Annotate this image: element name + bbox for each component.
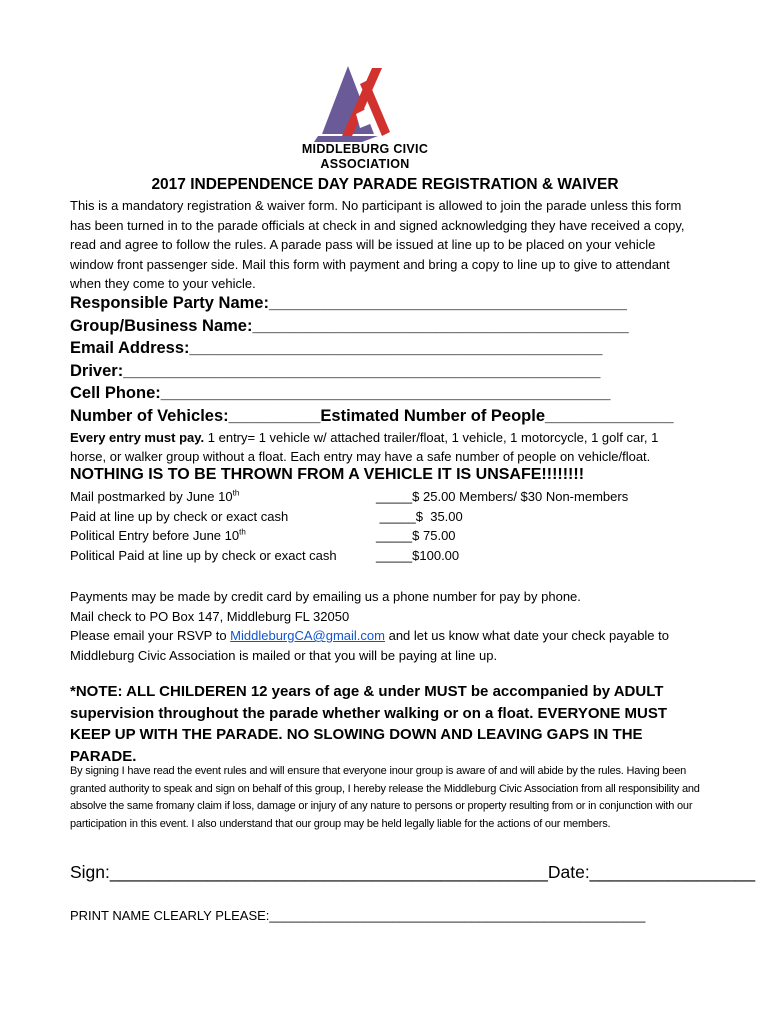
nothing-thrown-warning: NOTHING IS TO BE THROWN FROM A VEHICLE IT IS UNSAFE!!!!!!!! <box>70 466 585 483</box>
group-business-field[interactable]: Group/Business Name:_________________________________________ <box>70 316 629 335</box>
every-entry-bold: Every entry must pay. <box>70 430 205 445</box>
fee-row <box>70 487 670 507</box>
every-entry-text: 1 entry= 1 vehicle w/ attached trailer/float, 1 vehicle, 1 motorcycle, 1 golf car, 1 horse, or walker group without a float. Each entry may have a safe number of people on vehicle/float. <box>70 430 659 464</box>
fee-amount[interactable]: _____$ 25.00 Members/ $30 Non-members <box>376 489 629 504</box>
fee-amount[interactable]: _____$100.00 <box>376 547 460 563</box>
fee-label: Paid at line up by check or exact cash <box>70 508 289 524</box>
fee-row <box>70 546 670 566</box>
fee-amount[interactable]: _____$ 75.00 <box>376 528 456 543</box>
fee-label: Political Entry before June 10th <box>70 527 246 543</box>
children-supervision-note: *NOTE: ALL CHILDEREN 12 years of age & under MUST be accompanied by ADULT supervision throughout the parade whether walking or on a float. EVERYONE MUST KEEP UP WITH THE PARADE. NO SLOWING DOWN AND LEAVING GAPS IN THE PARADE. <box>70 683 668 765</box>
fee-amount[interactable]: _____$ 35.00 <box>376 508 463 524</box>
payment-info <box>70 587 710 665</box>
logo-text-line2: ASSOCIATION <box>320 157 410 171</box>
payment-line-rsvp: Please email your RSVP to MiddleburgCA@gmail.com and let us know what date your check payable to Middleburg Civic Association is mailed or that you will be paying at line up. <box>70 628 669 663</box>
payment-line-card: Payments may be made by credit card by emailing us a phone number for pay by phone. <box>70 589 581 604</box>
cell-phone-field[interactable]: Cell Phone:_________________________________________________ <box>70 384 611 402</box>
sign-date-line[interactable]: Sign:_____________________________________________Date:_________________ <box>70 862 756 882</box>
fee-row <box>70 526 670 546</box>
driver-field[interactable]: Driver:____________________________________________________ <box>70 361 601 380</box>
logo-text-line1: MIDDLEBURG CIVIC <box>301 142 429 156</box>
print-name-line[interactable]: PRINT NAME CLEARLY PLEASE:____________________________________________________ <box>70 908 646 923</box>
fee-row <box>70 507 670 527</box>
fee-label: Political Paid at line up by check or exact cash <box>70 547 337 563</box>
fee-schedule <box>70 487 670 565</box>
vehicles-people-field[interactable]: Number of Vehicles:__________Estimated Number of People______________ <box>70 406 674 425</box>
email-address-field[interactable]: Email Address:_____________________________________________ <box>70 339 603 357</box>
rsvp-email-link[interactable]: MiddleburgCA@gmail.com <box>230 628 385 643</box>
every-entry-paragraph <box>70 428 695 466</box>
responsible-party-field[interactable]: Responsible Party Name:_______________________________________ <box>70 294 627 312</box>
fee-label: Mail postmarked by June 10th <box>70 488 240 504</box>
form-fields <box>70 292 690 427</box>
intro-paragraph: This is a mandatory registration & waiver form. No participant is allowed to join the parade unless this form has been turned in to the parade officials at check in and signed acknowledging they have received a copy, read and agree to follow the rules. A parade pass will be issued at line up to be placed on your vehicle window front passenger side. Mail this form with payment and bring a copy to line up to give to attendant when they come to your vehicle. <box>70 198 685 291</box>
waiver-legal-text: By signing I have read the event rules and will ensure that everyone inour group is aware of and will abide by the rules. Having been granted authority to speak and sign on behalf of this group, I hereby release the Middleburg Civic Association from all responsibility and absolve the same fromany claim if loss, damage or injury of any nature to persons or property resulting from or in conjunction with our participation in this event. I also understand that our group may be held legally liable for the actions of our members. <box>70 765 700 830</box>
form-title: 2017 INDEPENDENCE DAY PARADE REGISTRATION & WAIVER <box>151 176 619 193</box>
payment-line-mail: Mail check to PO Box 147, Middleburg FL 32050 <box>70 608 350 624</box>
